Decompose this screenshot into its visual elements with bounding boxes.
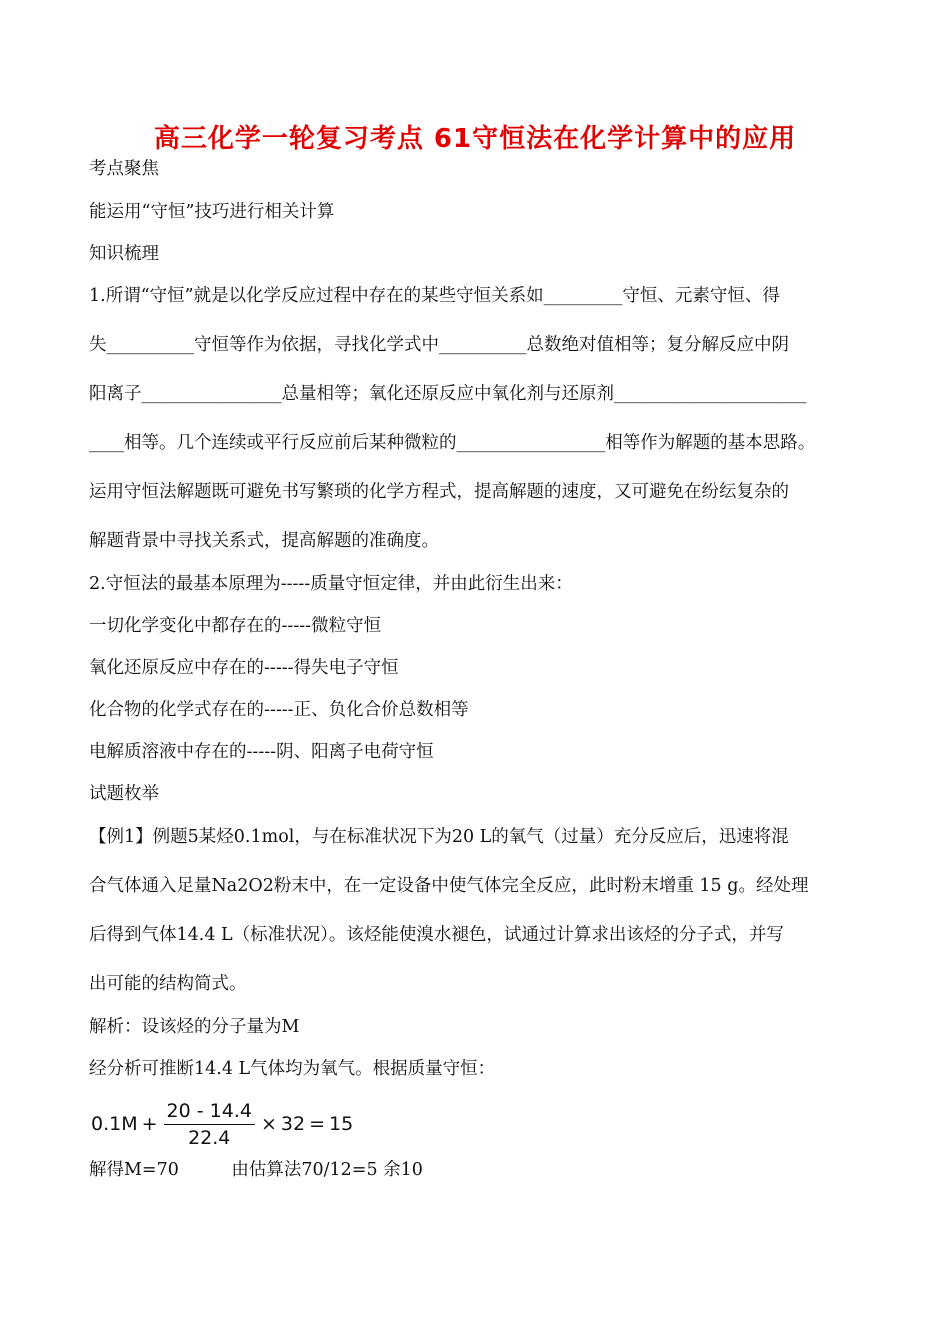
text-line: 经分析可推断14.4 L气体均为氧气。根据质量守恒：: [89, 1059, 496, 1079]
formula-times: ×: [260, 1113, 277, 1135]
text-line: 【例1】例题5某烃0.1mol，与在标准状况下为20 L的氧气（过量）充分反应后，迅速将混: [89, 827, 789, 847]
mass-conservation-formula: [89, 1096, 355, 1152]
text-line: 电解质溶液中存在的-----阴、阳离子电荷守恒: [89, 742, 434, 762]
text-line: 失__________守恒等作为依据，寻找化学式中__________总数绝对值相等；复分解反应中阴: [89, 335, 789, 355]
text-line: 2.守恒法的最基本原理为-----质量守恒定律，并由此衍生出来：: [89, 574, 573, 594]
formula-equals: =: [309, 1113, 325, 1135]
formula-factor: 32: [280, 1113, 306, 1135]
text-line: ____相等。几个连续或平行反应前后某种微粒的_________________相等作为解题的基本思路。: [89, 433, 816, 453]
section-heading-examples: 试题枚举: [89, 784, 159, 804]
text-line: 解析：设该烃的分子量为M: [89, 1017, 300, 1037]
text-line: 后得到气体14.4 L（标准状况）。该烃能使溴水褪色，试通过计算求出该烃的分子式，并写: [89, 925, 784, 945]
text-line-result: 解得M=70 由估算法70/12=5 余10: [89, 1160, 423, 1180]
section-heading-knowledge: 知识梳理: [89, 244, 159, 264]
section-heading-focus: 考点聚焦: [89, 159, 159, 179]
document-title: 高三化学一轮复习考点 61守恒法在化学计算中的应用: [153, 124, 797, 154]
text-line: 氧化还原反应中存在的-----得失电子守恒: [89, 658, 399, 678]
formula-plus: +: [141, 1113, 158, 1135]
text-line: 一切化学变化中都存在的-----微粒守恒: [89, 616, 382, 636]
text-line: 合气体通入足量Na2O2粉末中，在一定设备中使气体完全反应，此时粉末增重 15 g。经处理: [89, 876, 809, 896]
text-line: 解题背景中寻找关系式，提高解题的准确度。: [89, 531, 439, 551]
formula-fraction: [164, 1100, 255, 1149]
text-line: 能运用“守恒”技巧进行相关计算: [89, 202, 335, 222]
formula-result: 15: [328, 1113, 354, 1135]
text-line: 出可能的结构简式。: [89, 974, 247, 994]
formula-lhs: 0.1M: [91, 1113, 138, 1135]
formula-numerator: 20 - 14.4: [164, 1100, 255, 1125]
text-line: 化合物的化学式存在的-----正、负化合价总数相等: [89, 700, 469, 720]
formula-denominator: 22.4: [188, 1126, 231, 1149]
text-line: 运用守恒法解题既可避免书写繁琐的化学方程式，提高解题的速度，又可避免在纷纭复杂的: [89, 482, 789, 502]
text-line: 1.所谓“守恒”就是以化学反应过程中存在的某些守恒关系如_________守恒、元素守恒、得: [89, 286, 780, 306]
text-line: 阳离子________________总量相等；氧化还原反应中氧化剂与还原剂______________________: [89, 384, 807, 404]
